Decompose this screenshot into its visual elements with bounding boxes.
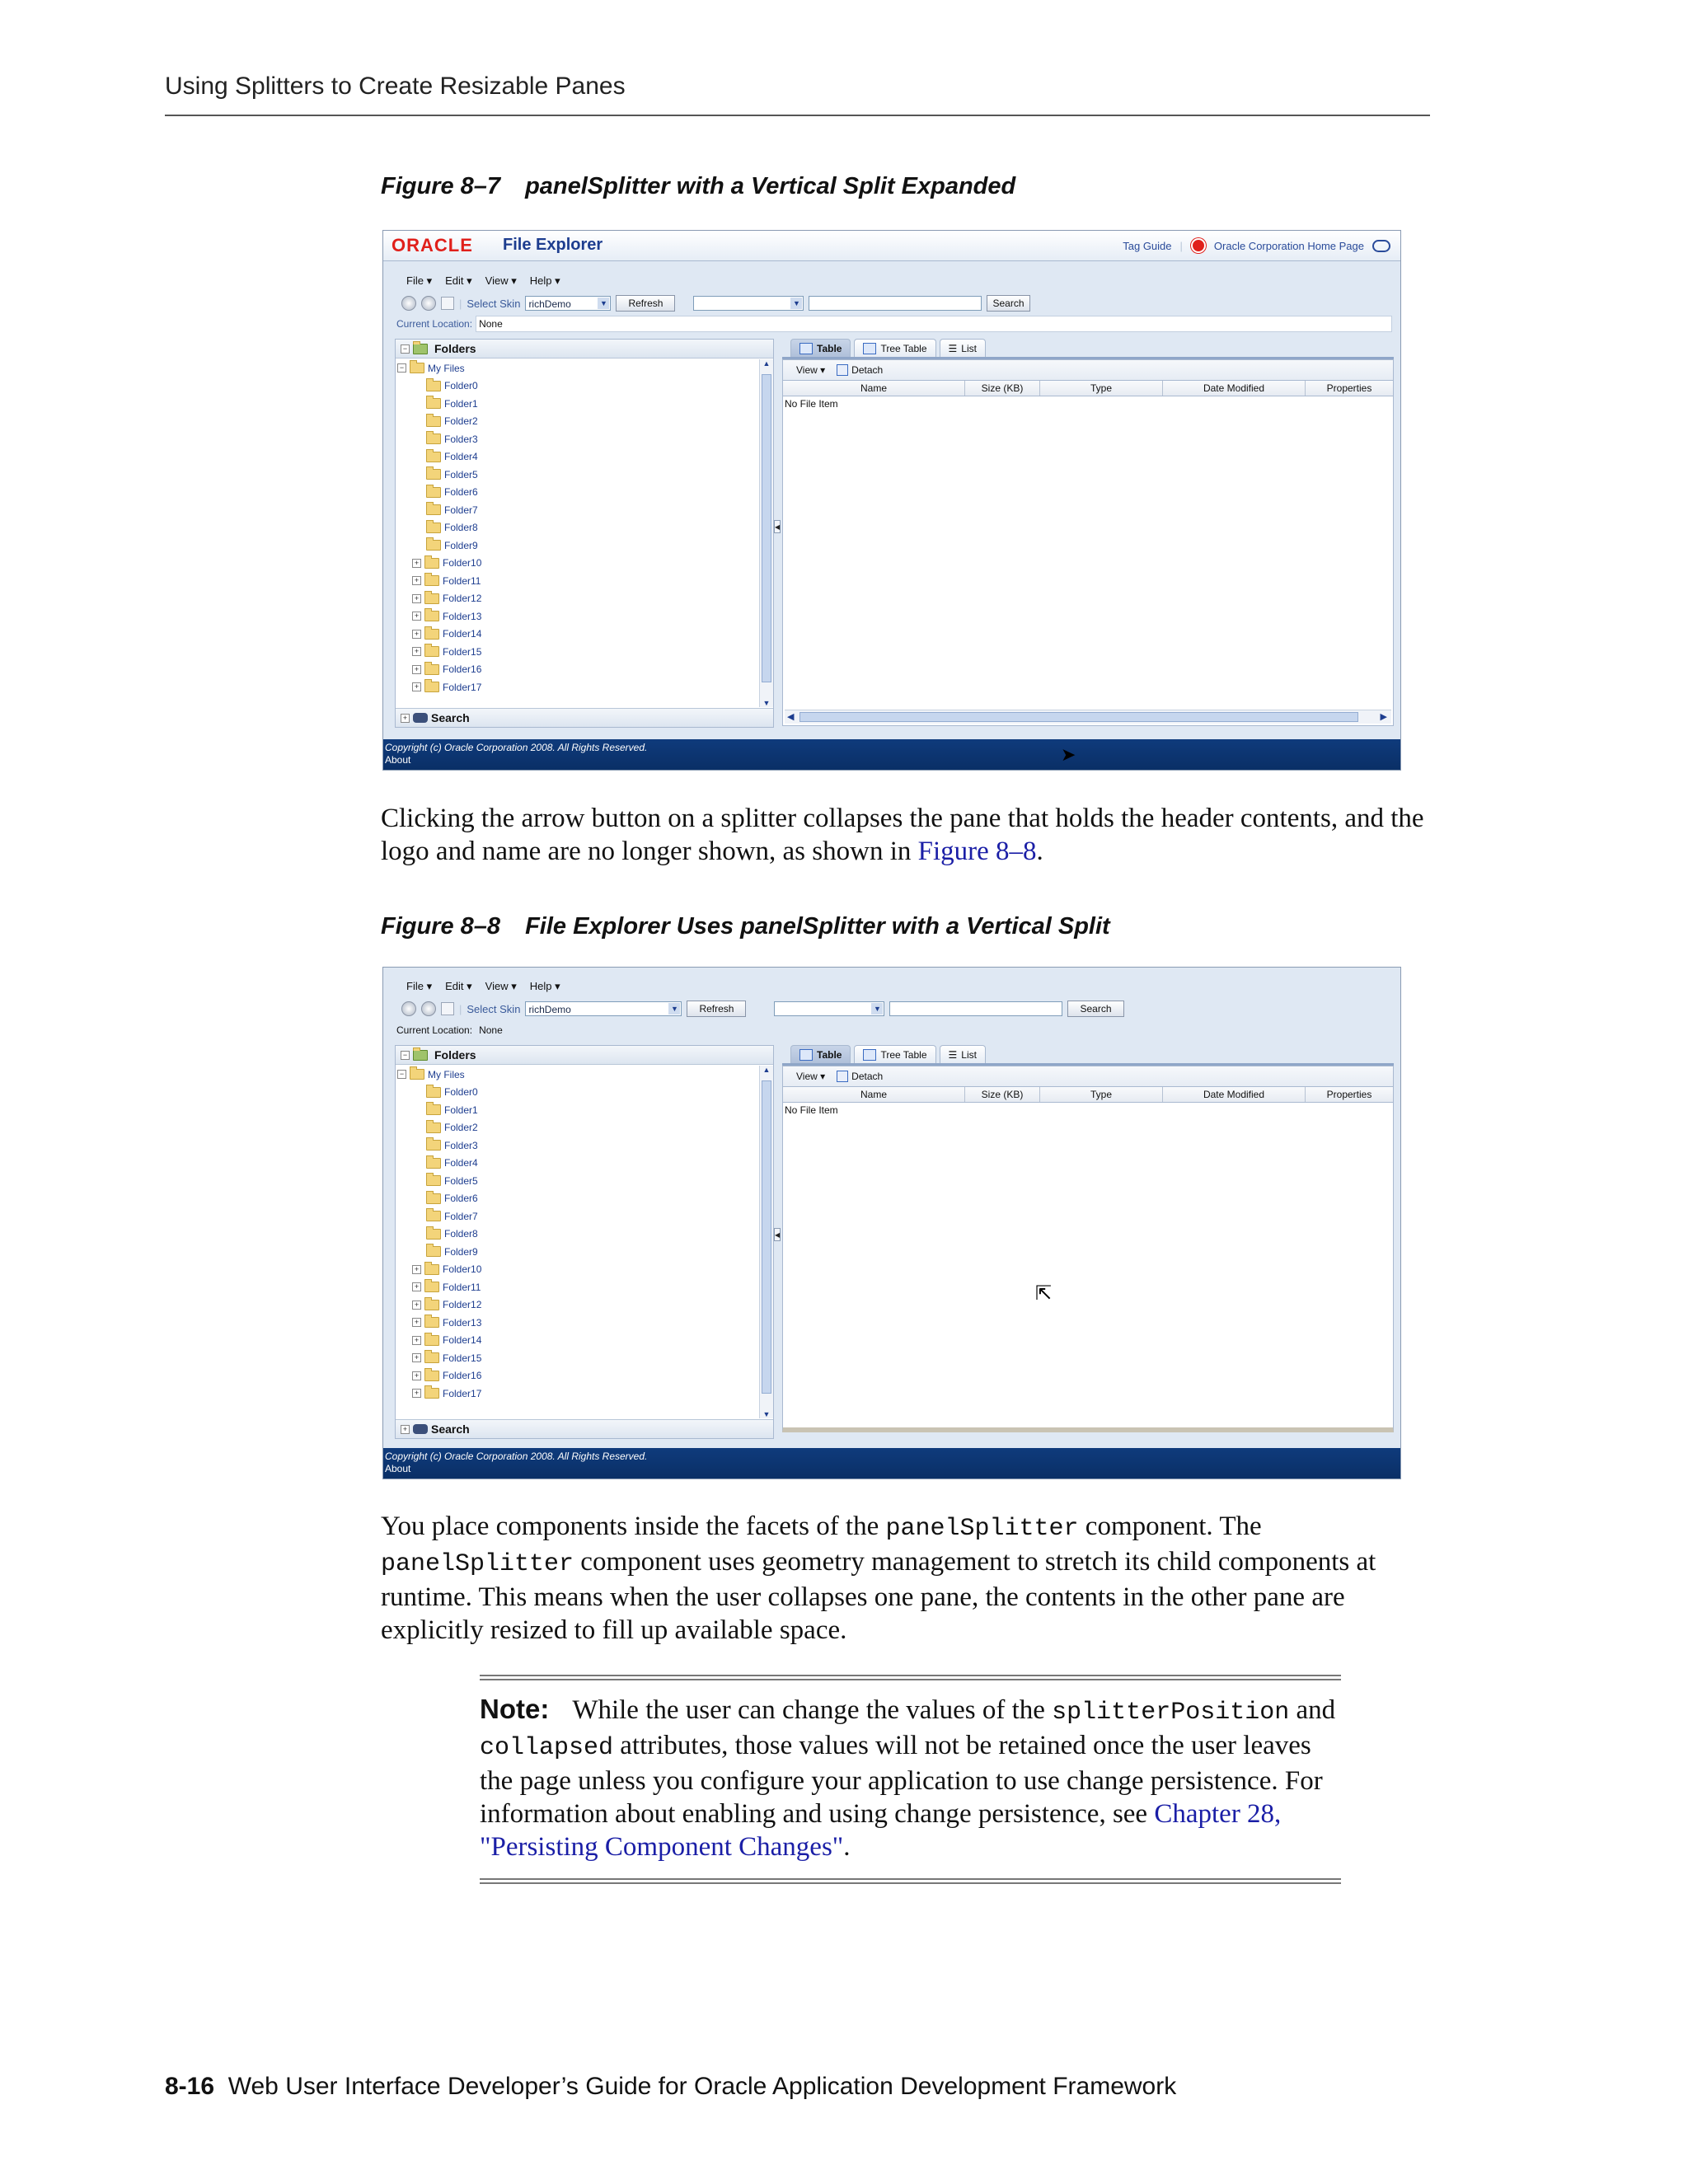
note-bottom-rule	[480, 1878, 1341, 1880]
folder-icon	[426, 1193, 441, 1204]
figure-8-7-screenshot	[382, 230, 1401, 771]
folder-tree	[396, 359, 757, 696]
global-links: Tag Guide | Oracle Corporation Home Page	[1123, 238, 1390, 253]
figure-8-8-caption	[381, 913, 1110, 940]
refresh-button[interactable]: Refresh	[687, 1001, 746, 1017]
note-label: Note:	[480, 1694, 550, 1724]
detach-button[interactable]: Detach	[837, 364, 883, 377]
vertical-splitter[interactable]	[774, 339, 781, 726]
table-toolbar	[783, 360, 1393, 380]
tree-item[interactable]: Folder6	[396, 484, 757, 502]
header-rule	[165, 115, 1430, 116]
table-header	[783, 380, 1393, 396]
expand-icon[interactable]: +	[412, 1336, 421, 1345]
folders-pane	[395, 339, 774, 728]
collapse-icon[interactable]: −	[401, 1051, 410, 1060]
expand-icon[interactable]: +	[412, 1389, 421, 1398]
location-row	[396, 316, 1392, 332]
folder-icon	[426, 504, 441, 515]
table-header	[783, 1086, 1393, 1103]
empty-table-message: No File Item	[785, 1104, 838, 1116]
chevron-down-icon: ▼	[598, 298, 609, 309]
tree-item[interactable]: Folder5	[396, 1172, 757, 1190]
col-name[interactable]: Name	[783, 381, 965, 396]
table-icon	[799, 1049, 813, 1061]
folder-icon	[426, 540, 441, 551]
status-bar	[383, 1448, 1400, 1479]
paragraph-2: You place components inside the facets of the panelSplitter component. The panelSplitter component uses geometry management to stretch its child components at runtime. This means when the user collapses one pane, the contents in the other pane are explicitly resized to fill up available space.	[381, 1511, 1376, 1645]
tree-item[interactable]: Folder3	[396, 430, 757, 448]
note-text: Note: While the user can change the values of the splitterPosition and collapsed attributes, those values will not be retained once the user leaves the page unless you configure your application to use change persistence. For information about enabling and using change persistence, see Chapter 28, "Persisting Component Changes".	[480, 1694, 1336, 1862]
view-tabs	[790, 339, 986, 358]
running-header: Using Splitters to Create Resizable Panes	[165, 73, 626, 100]
tag-guide-link[interactable]: Tag Guide	[1123, 239, 1172, 252]
expand-icon[interactable]: +	[412, 1301, 421, 1310]
app-title: File Explorer	[503, 236, 603, 254]
table-icon	[799, 343, 813, 354]
folder-icon	[426, 469, 441, 480]
tree-item[interactable]: Folder7	[396, 1207, 757, 1226]
code-collapsed: collapsed	[480, 1734, 614, 1762]
folder-icon	[424, 629, 439, 640]
folder-icon	[424, 682, 439, 692]
collapse-icon[interactable]: −	[401, 344, 410, 354]
folder-icon	[426, 1246, 441, 1257]
tree-item[interactable]: Folder1	[396, 395, 757, 413]
scroll-thumb[interactable]	[762, 1080, 771, 1394]
menu-help[interactable]: Help ▾	[529, 980, 560, 992]
folder-icon	[424, 1300, 439, 1310]
folder-icon	[426, 1104, 441, 1115]
tree-item[interactable]: Folder7	[396, 501, 757, 519]
toolbar: | Select Skin richDemo ▼ Refresh ▼ Search	[401, 1001, 1124, 1017]
tree-item[interactable]: + Folder16	[396, 1367, 757, 1385]
folder-icon	[426, 381, 441, 391]
code-panelsplitter: panelSplitter	[885, 1515, 1079, 1543]
expand-icon[interactable]: +	[412, 1265, 421, 1274]
search-scope-select[interactable]	[774, 1001, 884, 1016]
tree-item[interactable]: + Folder14	[396, 1332, 757, 1350]
about-link[interactable]: About	[385, 1463, 411, 1474]
chevron-right-icon[interactable]: ▶	[1380, 712, 1387, 722]
view-menu[interactable]: View ▾	[796, 364, 826, 376]
folders-pane	[395, 1045, 774, 1439]
menu-file[interactable]: File ▾	[406, 980, 433, 992]
menu-bar	[406, 274, 560, 288]
search-input[interactable]	[889, 1001, 1062, 1016]
expand-icon[interactable]: +	[412, 630, 421, 639]
col-date-modified[interactable]: Date Modified	[1163, 381, 1306, 396]
folder-icon	[426, 1158, 441, 1169]
expand-icon[interactable]: +	[401, 714, 410, 723]
tree-item[interactable]: + Folder15	[396, 1349, 757, 1367]
figure-title: File Explorer Uses panelSplitter with a Vertical Split	[525, 913, 1110, 940]
table-hscrollbar[interactable]	[785, 710, 1391, 724]
binoculars-icon	[413, 713, 428, 723]
view-menu[interactable]: View ▾	[796, 1071, 826, 1082]
tree-item[interactable]: Folder0	[396, 1084, 757, 1102]
search-button[interactable]: Search	[1067, 1001, 1123, 1017]
folder-icon	[424, 593, 439, 604]
content-pane	[782, 1045, 1394, 1432]
figure-8-7-caption	[381, 173, 1015, 200]
note-top-rule	[480, 1675, 1341, 1676]
tab-table[interactable]: Table	[790, 339, 851, 358]
folder-icon	[424, 1264, 439, 1275]
col-properties[interactable]: Properties	[1326, 382, 1372, 394]
col-properties[interactable]: Properties	[1326, 1089, 1372, 1100]
tree-item[interactable]: + Folder12	[396, 590, 757, 608]
tree-item-my-files[interactable]: − My Files	[396, 1066, 757, 1084]
home-page-link[interactable]: Oracle Corporation Home Page	[1213, 239, 1364, 252]
select-skin-label: Select Skin	[467, 297, 521, 310]
folder-icon	[410, 1069, 424, 1080]
folders-header[interactable]: − Folders	[396, 1046, 773, 1065]
tab-list[interactable]: ☰ List	[940, 339, 986, 358]
tree-item[interactable]: + Folder12	[396, 1296, 757, 1315]
tree-item[interactable]: + Folder16	[396, 661, 757, 679]
folder-icon	[424, 1388, 439, 1399]
chevron-down-icon: ▼	[790, 298, 802, 309]
splitter-arrow-button[interactable]: ◀	[774, 1228, 781, 1241]
detach-button[interactable]: Detach	[837, 1071, 883, 1083]
folder-icon	[426, 1087, 441, 1098]
folders-tree-icon	[413, 344, 428, 354]
col-name[interactable]: Name	[783, 1087, 965, 1102]
mouse-cursor-icon: ➤	[1061, 744, 1076, 765]
skin-select[interactable]: richDemo ▼	[525, 1001, 682, 1016]
menu-file[interactable]: File ▾	[406, 274, 433, 287]
oracle-logo: ORACLE	[392, 235, 473, 255]
folder-icon	[426, 416, 441, 427]
folders-tree-icon	[413, 1050, 428, 1061]
folder-icon	[424, 1352, 439, 1363]
tree-item-my-files[interactable]: − My Files	[396, 359, 757, 377]
code-panelsplitter: panelSplitter	[381, 1550, 574, 1578]
expand-icon[interactable]: +	[412, 559, 421, 568]
folder-icon	[426, 398, 441, 409]
folder-icon	[426, 1211, 441, 1221]
scroll-thumb[interactable]	[762, 374, 771, 682]
app-chrome	[383, 968, 1400, 1448]
tree-item[interactable]: + Folder10	[396, 1261, 757, 1279]
status-bar	[383, 739, 1400, 770]
tree-item[interactable]: + Folder17	[396, 1385, 757, 1403]
book-title: Web User Interface Developer’s Guide for Oracle Application Development Framework	[227, 2073, 1177, 2100]
expand-icon[interactable]: +	[412, 1282, 421, 1291]
scroll-thumb[interactable]	[799, 712, 1358, 722]
chevron-up-icon[interactable]: ▲	[762, 1066, 771, 1074]
folder-icon	[424, 575, 439, 586]
app-chrome	[383, 261, 1400, 739]
folder-icon	[424, 1371, 439, 1381]
empty-table-message: No File Item	[785, 398, 838, 410]
tree-item[interactable]: Folder2	[396, 1119, 757, 1137]
folder-icon	[424, 611, 439, 621]
toggle-icon[interactable]	[1372, 240, 1390, 252]
menu-help[interactable]: Help ▾	[529, 274, 560, 287]
chevron-down-icon: ▼	[668, 1003, 680, 1015]
expand-icon[interactable]: +	[412, 612, 421, 621]
col-size[interactable]: Size (KB)	[965, 381, 1040, 396]
splitter-arrow-button[interactable]: ◀	[774, 520, 781, 533]
up-icon[interactable]	[441, 297, 454, 310]
menu-edit[interactable]: Edit ▾	[445, 274, 472, 287]
location-row	[396, 1022, 1392, 1038]
expand-icon[interactable]: +	[401, 1425, 410, 1434]
chevron-down-icon: ▼	[871, 1003, 883, 1015]
col-size[interactable]: Size (KB)	[965, 1087, 1040, 1102]
toolbar: | Select Skin richDemo ▼ Refresh ▼ Search	[401, 295, 1030, 312]
tree-item[interactable]: + Folder11	[396, 572, 757, 590]
tree-item[interactable]: + Folder11	[396, 1278, 757, 1296]
tab-tree-table[interactable]: Tree Table	[854, 339, 935, 358]
expand-icon[interactable]: +	[412, 594, 421, 603]
detach-icon	[837, 364, 848, 376]
tree-item[interactable]: Folder0	[396, 377, 757, 396]
folder-icon	[426, 1229, 441, 1240]
menu-view[interactable]: View ▾	[485, 980, 517, 992]
figure-number: Figure 8–7	[381, 173, 501, 199]
tree-item[interactable]: + Folder13	[396, 1314, 757, 1332]
table-toolbar	[783, 1066, 1393, 1086]
figure-8-8-screenshot	[382, 967, 1401, 1479]
expand-icon[interactable]: +	[412, 647, 421, 656]
expand-icon[interactable]: +	[412, 1318, 421, 1327]
chevron-down-icon[interactable]: ▼	[762, 699, 771, 707]
page-footer	[165, 2073, 1176, 2101]
list-icon: ☰	[948, 1049, 958, 1061]
tree-item[interactable]: Folder9	[396, 537, 757, 555]
col-type[interactable]: Type	[1040, 381, 1163, 396]
folder-icon	[426, 1140, 441, 1151]
col-date-modified[interactable]: Date Modified	[1163, 1087, 1306, 1102]
location-label: Current Location:	[396, 318, 473, 330]
skin-select[interactable]: richDemo ▼	[525, 296, 611, 311]
select-skin-label: Select Skin	[467, 1002, 521, 1015]
mouse-cursor-icon: ⇱	[1035, 1282, 1053, 1305]
collapse-icon[interactable]: −	[397, 363, 406, 373]
location-label: Current Location:	[396, 1024, 473, 1036]
search-section-header[interactable]: + Search	[396, 708, 773, 727]
menu-edit[interactable]: Edit ▾	[445, 980, 472, 992]
tree-item[interactable]: Folder6	[396, 1190, 757, 1208]
vertical-splitter[interactable]	[774, 1045, 781, 1437]
folder-icon	[426, 434, 441, 444]
chapter-28-link[interactable]: Chapter 28, "Persisting Component Changes"	[480, 1799, 1282, 1862]
location-value: None	[476, 1022, 1392, 1038]
expand-icon[interactable]: +	[412, 576, 421, 585]
paragraph-1: Clicking the arrow button on a splitter collapses the pane that holds the header contents, and the logo and name are no longer shown, as shown in Figure 8–8.	[381, 804, 1424, 866]
figure-8-8-link[interactable]: Figure 8–8	[917, 837, 1037, 866]
note-box	[480, 1675, 1341, 1880]
folder-tree	[396, 1066, 757, 1403]
expand-icon[interactable]: +	[412, 1353, 421, 1362]
folder-icon	[426, 1175, 441, 1186]
tree-item[interactable]: + Folder14	[396, 626, 757, 644]
file-table	[782, 359, 1394, 726]
folder-icon	[424, 646, 439, 657]
forward-icon[interactable]	[421, 1001, 436, 1016]
folder-icon	[424, 558, 439, 569]
figure-title: panelSplitter with a Vertical Split Expanded	[525, 173, 1016, 199]
content-pane	[782, 339, 1394, 726]
expand-icon[interactable]: +	[412, 1371, 421, 1380]
collapse-icon[interactable]: −	[397, 1070, 406, 1079]
col-type[interactable]: Type	[1040, 1087, 1163, 1102]
file-table	[782, 1066, 1394, 1432]
tree-item[interactable]: + Folder15	[396, 643, 757, 661]
copyright-text: Copyright (c) Oracle Corporation 2008. All Rights Reserved.	[385, 742, 648, 753]
menu-bar	[406, 980, 560, 993]
page-number: 8-16	[165, 2073, 215, 2100]
app-header	[383, 231, 1400, 261]
expand-icon[interactable]: +	[412, 665, 421, 674]
oracle-icon	[1191, 238, 1206, 253]
tree-item[interactable]: Folder1	[396, 1101, 757, 1119]
tree-table-icon	[863, 343, 876, 354]
search-scope-select[interactable]	[693, 296, 804, 311]
search-button[interactable]: Search	[987, 295, 1029, 312]
tree-item[interactable]: + Folder13	[396, 607, 757, 626]
refresh-button[interactable]: Refresh	[616, 295, 675, 312]
tab-list[interactable]: ☰ List	[940, 1045, 986, 1064]
tree-item[interactable]: Folder5	[396, 466, 757, 484]
tree-scrollbar[interactable]	[759, 1066, 773, 1418]
chevron-left-icon[interactable]: ◀	[787, 712, 795, 722]
forward-icon[interactable]	[421, 296, 436, 311]
location-value: None	[476, 316, 1392, 332]
folder-icon	[424, 1317, 439, 1328]
tree-table-icon	[863, 1049, 876, 1061]
folder-icon	[426, 452, 441, 462]
tab-tree-table[interactable]: Tree Table	[854, 1045, 935, 1064]
search-input[interactable]	[809, 296, 982, 311]
view-tabs	[790, 1045, 986, 1064]
about-link[interactable]: About	[385, 754, 411, 766]
folder-icon	[426, 1122, 441, 1133]
tree-item[interactable]: Folder8	[396, 1226, 757, 1244]
detach-icon	[837, 1071, 848, 1082]
chevron-down-icon[interactable]: ▼	[762, 1410, 771, 1418]
binoculars-icon	[413, 1424, 428, 1434]
figure-number: Figure 8–8	[381, 913, 501, 940]
tree-item[interactable]: Folder2	[396, 413, 757, 431]
back-icon[interactable]	[401, 296, 416, 311]
tree-item[interactable]: Folder3	[396, 1137, 757, 1155]
folder-icon	[426, 487, 441, 498]
copyright-text: Copyright (c) Oracle Corporation 2008. All Rights Reserved.	[385, 1451, 648, 1462]
search-section-header[interactable]: + Search	[396, 1419, 773, 1438]
tree-item[interactable]: Folder4	[396, 1155, 757, 1173]
folder-icon	[424, 664, 439, 675]
tab-table[interactable]: Table	[790, 1045, 851, 1064]
folders-header[interactable]: − Folders	[396, 340, 773, 359]
tree-item[interactable]: + Folder17	[396, 678, 757, 696]
tree-scrollbar[interactable]	[759, 359, 773, 707]
menu-view[interactable]: View ▾	[485, 274, 517, 287]
folder-icon	[424, 1335, 439, 1346]
folder-icon	[424, 1282, 439, 1292]
tree-item[interactable]: + Folder10	[396, 555, 757, 573]
chevron-up-icon[interactable]: ▲	[762, 359, 771, 368]
expand-icon[interactable]: +	[412, 682, 421, 691]
back-icon[interactable]	[401, 1001, 416, 1016]
code-splitterposition: splitterPosition	[1052, 1699, 1290, 1727]
tree-item[interactable]: Folder9	[396, 1243, 757, 1261]
tree-item[interactable]: Folder4	[396, 448, 757, 466]
up-icon[interactable]	[441, 1002, 454, 1015]
folder-icon	[426, 523, 441, 533]
folder-icon	[410, 363, 424, 373]
list-icon: ☰	[948, 343, 958, 354]
tree-item[interactable]: Folder8	[396, 519, 757, 537]
